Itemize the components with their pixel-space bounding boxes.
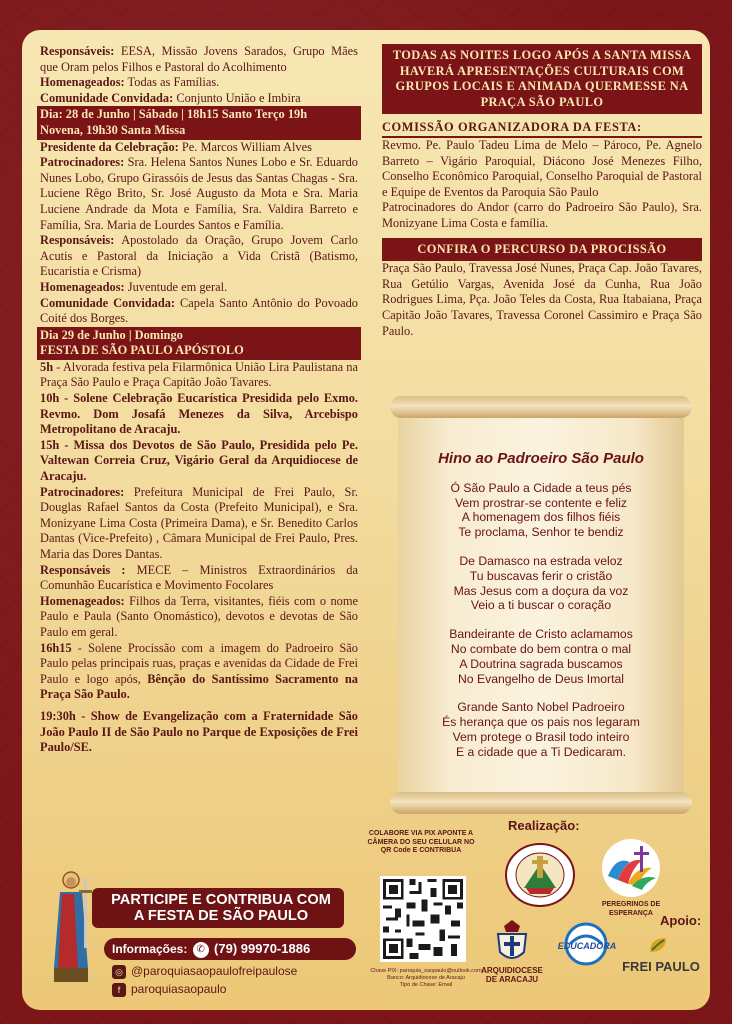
frei-paulo-leaf-icon [646,934,670,956]
facebook-icon: f [112,983,126,997]
patrocinadores-2: Patrocinadores: Prefeitura Municipal de Frei Paulo, Sr. Douglas Rafael Santos da Costa (Prefeito Municipal), e Sra. Monizyane Lima Costa (Primeira Dama), e Sr. Benedito Carlos Dantas (Vice-Prefeito) , Câmara Municipal de Frei Paulo, Pres. Maria das Dores Dantas. [40,484,358,561]
comissao-title: COMISSÃO ORGANIZADORA DA FESTA: [382,120,702,138]
hymn [398,452,684,774]
comissao-text: Revmo. Pe. Paulo Tadeu Lima de Melo – Pároco, Pe. Agnelo Barreto – Vigário Paroquial, Diácono José Menezes Filho, Conselho Econômico Paroquial, Conselho Paroquial de Pastoral e Equipe de Eventos da Paroquia São Paulo [382,137,702,199]
item-10h: 10h - Solene Celebração Eucarística Presidida pelo Exmo. Revmo. Dom Josafá Menezes da Silva, Arcebispo Metropolitano de Aracaju. [40,391,358,437]
facebook-handle[interactable]: paroquiasaopaulo [131,982,227,996]
pix-key-info: Chave PIX: paroquia_saopaulo@outlook.com Banco: Arquidiocese de Aracaju Tipo de Chave: Email [370,968,482,988]
andor-text: Patrocinadores do Andor (carro do Padroeiro São Paulo), Sra. Monizyane Lima Costa e família. [382,200,702,230]
facebook-line [112,982,226,997]
jubileu-caption: PEREGRINOS DE ESPERANÇA [601,901,661,917]
participe-text: PARTICIPE E CONTRIBUA COM A FESTA DE SÃO PAULO [111,892,331,924]
hymn-title: Hino ao Padroeiro São Paulo [438,450,644,467]
item-5h: 5h - Alvorada festiva pela Filarmônica União Lira Paulistana na Praça São Paulo e Praça Capitão João Tavares. [40,359,358,390]
instagram-line [112,964,297,979]
percurso-text: Praça São Paulo, Travessa José Nunes, Praça Cap. João Tavares, Rua Getúlio Vargas, Avenida José da Cunha, Rua João Rodrigues Lima, Pça. João Teles da Costa, Rua Itabaiana, Praça Capitão João Tavares, Travessa Coronel Cassimiro e Praça São Paulo. [382,261,702,338]
educadora-text: EDUCADORA [557,941,617,951]
responsaveis-2: Responsáveis: Apostolado da Oração, Grupo Jovem Carlo Acutis e Pastoral da Iniciação a Vida Cristã (Batismo, Eucaristia e Crisma) [40,233,358,279]
item-16h15: 16h15 - Solene Procissão com a imagem do Padroeiro São Paulo pelas principais ruas, praças e avenidas da Cidade de Frei Paulo e logo após, Bênção do Santíssimo Sacramento na Praça São Paulo. [40,640,358,702]
apoio-label: Apoio: [660,913,702,928]
frei-paulo-text: FREI PAULO [622,959,700,974]
arquidiocese-caption: ARQUIDIOCESE DE ARACAJU [481,966,543,984]
right-column [382,44,702,339]
day28-band: Dia: 28 de Junho | Sábado | 18h15 Santo Terço 19h Novena, 19h30 Santa Missa [37,106,361,139]
percurso-title: CONFIRA O PERCURSO DA PROCISSÃO [382,238,702,262]
homenageados-1: Homenageados: Todas as Famílias. [40,75,220,90]
saint-paul-statue-icon [44,868,98,988]
hymn-stanza: Ó São Paulo a Cidade a teus pés Vem prostrar-se contente e feliz A homenagem dos filhos fiéis Te proclama, Senhor te bendiz [450,480,632,540]
hymn-stanza: De Damasco na estrada veloz Tu buscavas ferir o cristão Mas Jesus com a doçura da voz Veio a ti buscar o coração [453,553,629,613]
whatsapp-icon: ✆ [193,942,209,958]
homenageados-3: Homenageados: Filhos da Terra, visitantes, fiéis com o nome Paulo e Paula (Santo Onomástico), devotos e devotas de São Paulo em geral. [40,593,358,639]
qr-code-icon[interactable] [380,876,466,962]
realizacao-label: Realização: [508,818,580,833]
hymn-stanza: Bandeirante de Cristo aclamamos No combate do bem contra o mal A Doutrina sagrada buscamos No Evangelho de Deus Imortal [449,627,633,686]
left-column [40,44,358,756]
instagram-icon: ◎ [112,965,126,979]
comunidade-1: Comunidade Convidada: Conjunto União e Imbira [40,90,301,105]
presidente: Presidente da Celebração: Pe. Marcos William Alves [40,139,312,154]
day29-band: Dia 29 de Junho | Domingo FESTA DE SÃO PAULO APÓSTOLO [37,327,361,360]
responsaveis-3: Responsáveis : MECE – Ministros Extraordinários da Comunhão Eucarística e Movimento Focolares [40,562,358,593]
responsaveis-1: Responsáveis: EESA, Missão Jovens Sarados, Grupo Mães que Oram pelos Filhos e Pastoral do Acolhimento [40,44,358,74]
phone-number[interactable]: (79) 99970-1886 [214,941,311,956]
item-19h30: 19:30h - Show de Evangelização com a Fraternidade São João Paulo II de São Paulo no Parque de Exposições de Frei Paulo/SE. [40,708,358,755]
info-pill: Informações: ✆ (79) 99970-1886 [104,938,356,960]
pix-caption: COLABORE VIA PIX APONTE A CÂMERA DO SEU CELULAR NO QR Code E CONTRIBUA [367,830,475,854]
paroquia-logo-icon [504,842,576,908]
patrocinadores-1: Patrocinadores: Sra. Helena Santos Nunes Lobo e Sr. Eduardo Nunes Lobo, Grupo Girassóis de Jesus das Santas Chagas - Sra. Luciene Rêgo Brito, Sr. José Augusto da Mota e Sra. Maria Luciene Andrade da Mota e Família, Sra. Valdira Barreto e Família, Sra. Maria de Lourdes Santos e Família. [40,155,358,232]
instagram-handle[interactable]: @paroquiasaopaulofreipaulose [131,964,298,978]
homenageados-2: Homenageados: Juventude em geral. [40,279,228,294]
comunidade-2: Comunidade Convidada: Capela Santo Antônio do Povoado Coité dos Borges. [40,295,358,326]
item-15h: 15h - Missa dos Devotos de São Paulo, Presidida pelo Pe. Valtewan Correia Cruz, Vigário Geral da Arquidiocese de Aracaju. [40,437,358,484]
noites-band: TODAS AS NOITES LOGO APÓS A SANTA MISSA HAVERÁ APRESENTAÇÕES CULTURAIS COM GRUPOS LOCAIS E ANIMADA QUERMESSE NA PRAÇA SÃO PAULO [382,44,702,114]
hymn-stanza: Grande Santo Nobel Padroeiro És herança que os pais nos legaram Vem protege o Brasil todo inteiro E a cidade que a Ti Dedicaram. [442,700,640,759]
jubileu-logo-icon [596,838,666,898]
arquidiocese-crest-icon [490,918,534,966]
